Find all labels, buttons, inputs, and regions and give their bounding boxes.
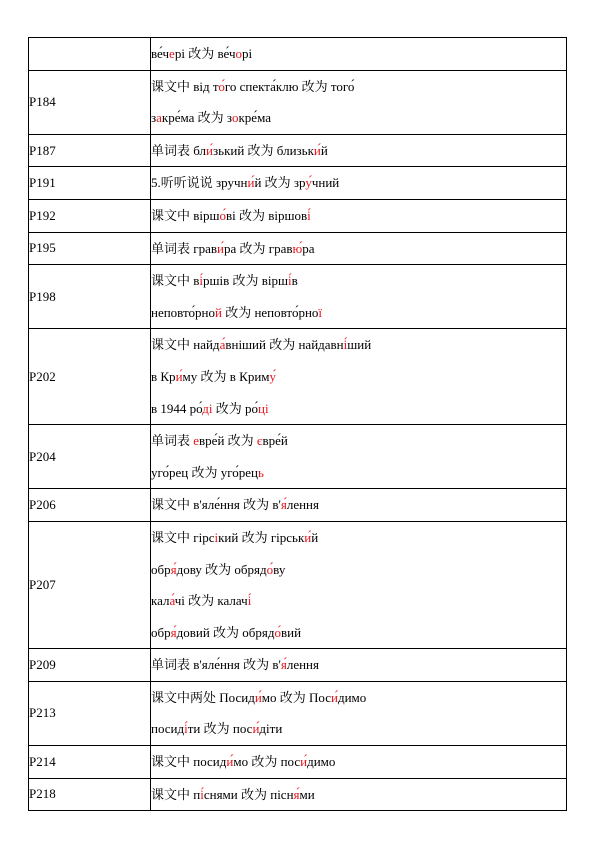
correction-text: 课文中两处 Посид (151, 689, 255, 705)
corrected-letter: а (156, 110, 162, 126)
page-number-cell: P206 (29, 489, 151, 522)
correction-text: кал (151, 593, 170, 609)
correction-text: в (291, 273, 298, 289)
corrected-letter: і́ (307, 207, 311, 223)
correction-text: ра 改为 грав (223, 240, 293, 256)
correction-cell (151, 232, 567, 265)
page-number-cell: P184 (29, 70, 151, 134)
correction-text: й (320, 142, 328, 158)
corrected-letter: і́ (343, 337, 348, 353)
corrected-letter: о́ (266, 561, 274, 577)
correction-cell (151, 134, 567, 167)
page-number-cell: P213 (29, 681, 151, 745)
correction-line (151, 200, 566, 232)
corrected-letter: я́ (280, 657, 287, 673)
corrected-letter: о (235, 46, 242, 61)
correction-line (151, 265, 566, 297)
page-number-cell: P207 (29, 521, 151, 648)
table-row (29, 778, 567, 811)
correction-text: 课文中 в'яле́ння 改为 в' (151, 497, 281, 513)
table-row (29, 232, 567, 265)
page-number-cell: P204 (29, 425, 151, 489)
table-row (29, 38, 567, 71)
page-number-cell (29, 38, 151, 71)
corrected-letter: ї (318, 304, 323, 320)
correction-text: димо (307, 754, 336, 770)
errata-table (28, 37, 567, 811)
table-row (29, 521, 567, 648)
correction-line (151, 135, 566, 167)
page-number-cell: P209 (29, 649, 151, 682)
correction-text: рі 改为 ве́ч (174, 46, 236, 61)
table-row (29, 167, 567, 200)
correction-line (151, 297, 566, 329)
correction-text: мо 改为 пос (233, 754, 301, 770)
correction-text: дову 改为 обряд (176, 561, 267, 577)
correction-text: 课文中 гірс (151, 529, 215, 545)
corrected-letter: и́ (206, 142, 213, 158)
correction-cell (151, 329, 567, 425)
corrected-letter: ь (257, 464, 264, 480)
corrected-letter: и́ (300, 754, 308, 770)
correction-line (151, 682, 566, 714)
correction-text: неповто́рно (151, 304, 215, 320)
corrected-letter: і (214, 529, 219, 545)
table-row (29, 649, 567, 682)
correction-text: 课文中 від т (151, 78, 219, 94)
correction-text: посид (151, 721, 185, 737)
corrected-letter: и́ (304, 529, 312, 545)
correction-text: 改为 ро́ (212, 400, 259, 416)
correction-text: 5.听听说说 зручн (151, 175, 248, 191)
page-number-cell: P187 (29, 134, 151, 167)
table-row (29, 199, 567, 232)
correction-text: й (311, 529, 319, 545)
page-number-cell: P214 (29, 746, 151, 779)
correction-line (151, 713, 566, 745)
correction-line (151, 457, 566, 489)
correction-cell (151, 38, 567, 71)
correction-line (151, 425, 566, 457)
correction-text: 课文中 посид (151, 754, 227, 770)
corrected-letter: и́ (254, 689, 262, 705)
correction-text: в 1944 ро́ (151, 400, 203, 416)
correction-text: 课文中 п (151, 786, 201, 802)
correction-line (151, 746, 566, 778)
correction-text: рі (242, 46, 253, 61)
correction-text: димо (337, 689, 367, 705)
page-number-cell: P198 (29, 265, 151, 329)
correction-cell (151, 199, 567, 232)
correction-text: кре́ма 改为 з (161, 110, 232, 126)
corrected-letter: і́ (200, 786, 204, 802)
correction-line (151, 38, 566, 70)
corrected-letter: у́ (305, 175, 312, 191)
correction-line (151, 554, 566, 586)
corrected-letter: я́ (293, 786, 300, 802)
page-number-cell: P202 (29, 329, 151, 425)
correction-text: й 改为 зр (254, 175, 306, 191)
correction-text: 单词表 грав (151, 240, 217, 256)
corrected-letter: и́ (313, 142, 321, 158)
correction-text: 课文中 вірш (151, 207, 220, 223)
correction-line (151, 522, 566, 554)
corrected-letter: у́ (269, 368, 277, 384)
correction-cell (151, 425, 567, 489)
corrected-letter: е (169, 46, 175, 61)
correction-cell (151, 649, 567, 682)
correction-cell (151, 167, 567, 200)
correction-text: го спекта́клю 改为 того́ (224, 78, 355, 94)
correction-line (151, 649, 566, 681)
page-number-cell: P191 (29, 167, 151, 200)
correction-cell (151, 489, 567, 522)
correction-text: чний (311, 175, 340, 191)
correction-text: му 改为 в Крим (182, 368, 270, 384)
table-row (29, 329, 567, 425)
corrected-letter: о́ (274, 624, 281, 640)
correction-text: обр (151, 561, 171, 577)
corrected-letter: о (231, 110, 239, 126)
page-number-cell: P195 (29, 232, 151, 265)
table-row (29, 681, 567, 745)
table-row (29, 746, 567, 779)
correction-text: зький 改为 близьк (213, 142, 314, 158)
correction-text: мо 改为 Пос (261, 689, 331, 705)
correction-text: ти 改为 пос (187, 721, 253, 737)
corrected-letter: а́ (169, 593, 175, 609)
correction-text: лення (286, 657, 319, 673)
correction-text: ве́ч (151, 46, 170, 61)
correction-cell (151, 778, 567, 811)
corrected-letter: я́ (170, 624, 177, 640)
correction-text: кре́ма (238, 110, 271, 126)
corrected-letter: и́ (247, 175, 255, 191)
correction-text: з (151, 110, 157, 126)
corrected-letter: и́ (331, 689, 338, 705)
corrected-letter: і́ (288, 273, 292, 289)
correction-text: ми (299, 786, 315, 802)
table-row (29, 425, 567, 489)
correction-text: ший (347, 337, 372, 353)
correction-cell (151, 746, 567, 779)
correction-text: 单词表 (151, 433, 194, 449)
page-number-cell: P218 (29, 778, 151, 811)
correction-line (151, 167, 566, 199)
correction-text: діти (259, 721, 283, 737)
corrected-letter: ю́ (292, 240, 303, 256)
page-number-cell: P192 (29, 199, 151, 232)
correction-text: 单词表 бл (151, 142, 207, 158)
correction-text: кий 改为 гірськ (218, 529, 305, 545)
corrected-letter: и́ (217, 240, 224, 256)
corrected-letter: о́ (218, 78, 225, 94)
errata-table-body (29, 38, 567, 811)
corrected-letter: ці (258, 400, 269, 416)
corrected-letter: я́ (170, 561, 177, 577)
correction-cell (151, 265, 567, 329)
corrected-letter: о́ (219, 207, 227, 223)
correction-text: в Кр (151, 368, 176, 384)
correction-text: снями 改为 пісн (203, 786, 294, 802)
table-row (29, 134, 567, 167)
correction-text: обр (151, 624, 171, 640)
correction-text: ра (302, 240, 315, 256)
correction-cell (151, 521, 567, 648)
correction-line (151, 102, 566, 134)
table-row (29, 489, 567, 522)
correction-line (151, 361, 566, 393)
corrected-letter: і́ (199, 273, 204, 289)
correction-text: вре́й 改为 (199, 433, 257, 449)
correction-text: 课文中 найд (151, 337, 220, 353)
correction-line (151, 393, 566, 425)
table-row (29, 70, 567, 134)
correction-line (151, 71, 566, 103)
corrected-letter: і́ (184, 721, 188, 737)
correction-text: вніший 改为 найдавн (225, 337, 344, 353)
correction-text: 单词表 в'яле́ння 改为 в' (151, 657, 281, 673)
correction-text: 改为 неповто́рно (221, 304, 319, 320)
correction-text: ву (273, 561, 286, 577)
correction-text: уго́рец 改为 уго́рец (151, 464, 258, 480)
corrected-letter: и́ (226, 754, 234, 770)
correction-text: чі 改为 калач (174, 593, 248, 609)
correction-line (151, 233, 566, 265)
correction-text: ршів 改为 вірш (203, 273, 289, 289)
corrected-letter: є (256, 433, 263, 449)
correction-cell (151, 70, 567, 134)
correction-text: 课文中 в (151, 273, 200, 289)
correction-line (151, 489, 566, 521)
table-row (29, 265, 567, 329)
correction-line (151, 585, 566, 617)
corrected-letter: й (214, 304, 222, 320)
corrected-letter: и́ (175, 368, 183, 384)
corrected-letter: я́ (280, 497, 287, 513)
correction-text: лення (286, 497, 319, 513)
correction-line (151, 329, 566, 361)
correction-text: ві 改为 віршов (226, 207, 308, 223)
corrected-letter: и́ (252, 721, 260, 737)
corrected-letter: і́ (247, 593, 252, 609)
correction-text: вий (280, 624, 302, 640)
corrected-letter: ді (202, 400, 213, 416)
correction-line (151, 617, 566, 649)
correction-line (151, 779, 566, 811)
correction-cell (151, 681, 567, 745)
correction-text: довий 改为 обряд (176, 624, 275, 640)
correction-text: вре́й (262, 433, 288, 449)
corrected-letter: е (193, 433, 200, 449)
corrected-letter: а́ (219, 337, 226, 353)
